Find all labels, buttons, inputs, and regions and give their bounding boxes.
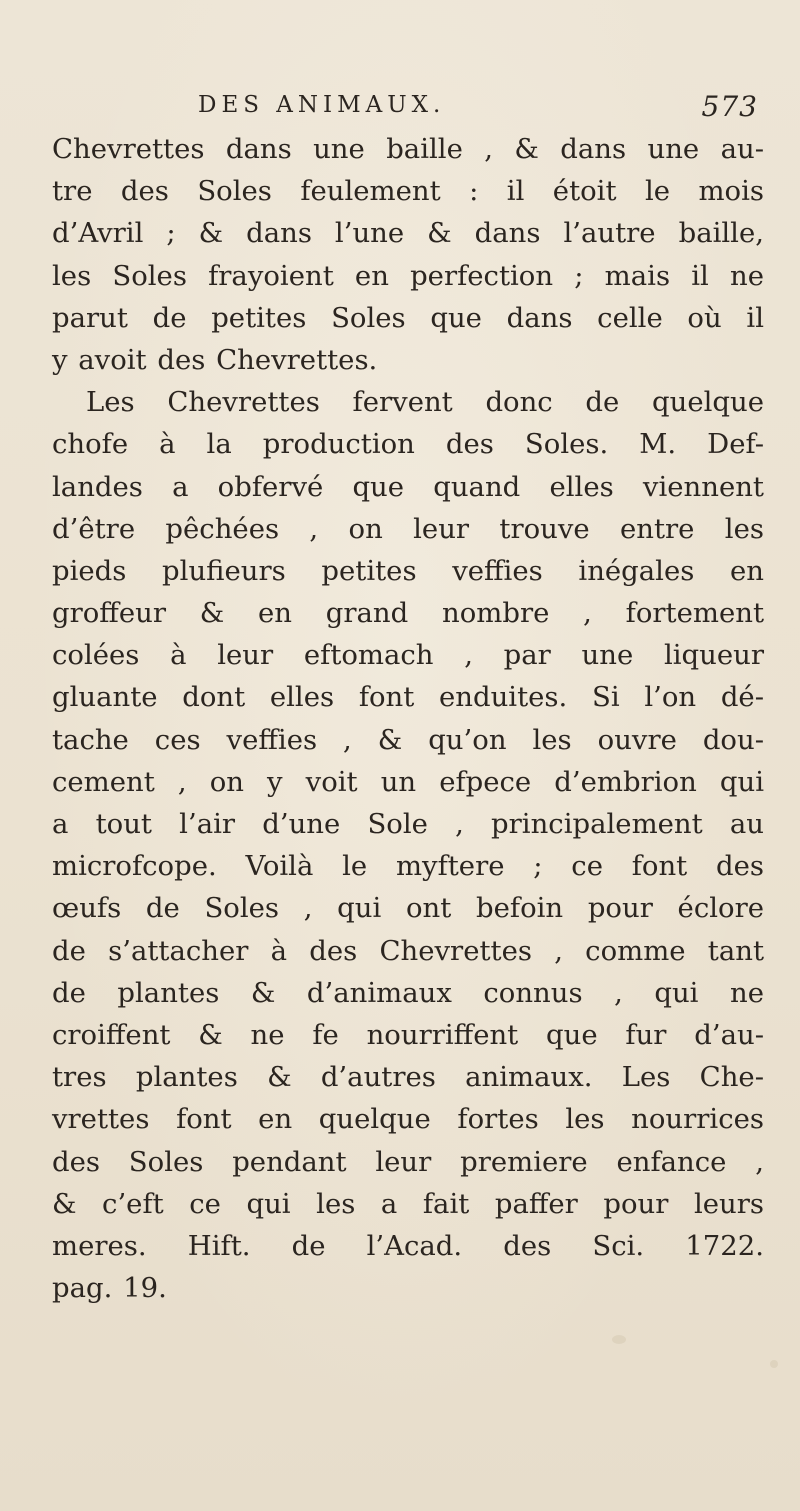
text-line: d’être pêchées , on leur trouve entre les [52, 512, 764, 545]
body-text [52, 128, 764, 1309]
text-line: tres plantes & d’autres animaux. Les Che- [52, 1061, 764, 1094]
paper-stain [612, 1335, 626, 1344]
text-line: de plantes & d’animaux connus , qui ne [52, 976, 764, 1009]
text-line: gluante dont elles font enduites. Si l’on dé- [52, 681, 764, 714]
text-line: pieds plufieurs petites veffies inégales en [52, 554, 764, 587]
text-line: Chevrettes dans une baille , & dans une au- [52, 133, 764, 165]
text-line: des Soles pendant leur premiere enfance , [52, 1145, 764, 1178]
page-number: 573 [701, 90, 758, 123]
text-line: & c’eft ce qui les a fait paffer pour leurs [52, 1187, 764, 1220]
running-head: DES ANIMAUX. [198, 92, 446, 118]
text-line: microfcope. Voilà le myftere ; ce font des [52, 850, 764, 883]
text-line: groffeur & en grand nombre , fortement [52, 597, 764, 630]
text-line: parut de petites Soles que dans celle où il [52, 301, 764, 334]
text-line: cement , on y voit un efpece d’embrion qui [52, 765, 764, 798]
text-line: y avoit des Chevrettes. [52, 343, 378, 376]
text-line: d’Avril ; & dans l’une & dans l’autre baille, [52, 217, 764, 250]
text-line: colées à leur eftomach , par une liqueur [52, 639, 764, 672]
text-line: chofe à la production des Soles. M. Def- [52, 428, 764, 461]
text-line: landes a obfervé que quand elles viennent [52, 470, 764, 503]
text-line: tre des Soles feulement : il étoit le mois [52, 175, 764, 208]
text-line: pag. 19. [52, 1272, 167, 1305]
text-line: œufs de Soles , qui ont befoin pour éclore [52, 892, 764, 925]
text-line: tache ces veffies , & qu’on les ouvre dou- [52, 723, 764, 756]
text-line: meres. Hift. de l’Acad. des Sci. 1722. [52, 1229, 764, 1262]
text-line: de s’attacher à des Chevrettes , comme tant [52, 934, 764, 967]
text-line: les Soles frayoient en perfection ; mais il ne [52, 259, 764, 292]
text-line: Les Chevrettes fervent donc de quelque [86, 386, 764, 419]
text-line: a tout l’air d’une Sole , principalement au [52, 808, 764, 840]
paper-stain [770, 1360, 778, 1368]
text-line: vrettes font en quelque fortes les nourrices [52, 1103, 764, 1136]
page-header [198, 92, 758, 126]
text-line: croiffent & ne fe nourriffent que fur d’au- [52, 1018, 764, 1051]
